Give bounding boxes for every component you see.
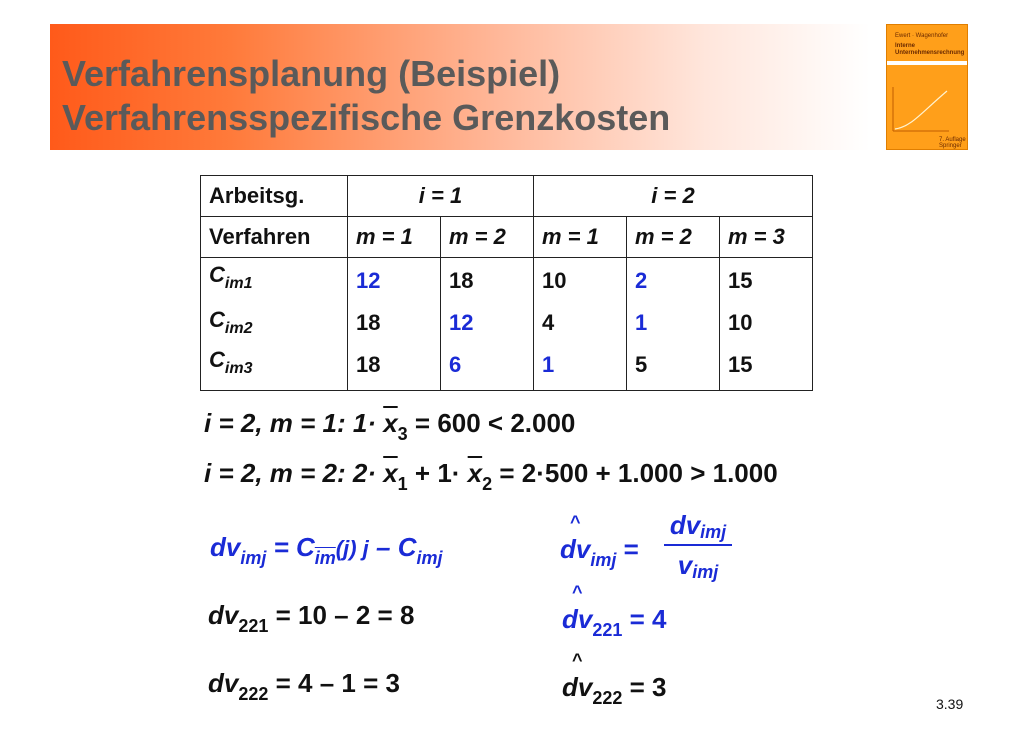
page-number: 3.39	[936, 696, 964, 712]
method-cell: m = 2	[627, 217, 720, 258]
slide-title	[62, 52, 670, 140]
values-col-4	[627, 258, 720, 391]
value-cell: 5	[635, 352, 648, 377]
hat-symbol: ^	[572, 582, 583, 602]
dv-hat-222-equation: $dv_{222} = 3$	[562, 672, 667, 708]
value-cell: 18	[356, 310, 381, 335]
dv-hat-fraction	[660, 508, 736, 582]
table-method-row	[201, 217, 813, 258]
book-edition: 7. Auflage	[939, 137, 966, 143]
hat-symbol: ^	[572, 650, 583, 670]
header-arbeitsgang: Arbeitsg.	[201, 176, 348, 217]
method-cell: m = 3	[720, 217, 813, 258]
book-graph-icon	[891, 83, 951, 133]
book-publisher: Springer	[939, 143, 962, 149]
value-cell: 18	[449, 268, 474, 293]
value-cell: 10	[728, 310, 753, 335]
values-col-3	[534, 258, 627, 391]
values-col-2	[441, 258, 534, 391]
row-label-cim3: $C_{im3}$	[209, 347, 253, 377]
book-title-1: Interne	[895, 43, 916, 49]
cost-table	[200, 175, 813, 391]
row-label-cim1: $C_{im1}$	[209, 262, 253, 292]
title-line-1: Verfahrensplanung (Beispiel)	[62, 53, 561, 94]
table-cost-row	[201, 258, 813, 391]
fraction-bar	[664, 544, 732, 546]
value-cell: 10	[542, 268, 567, 293]
method-cell: m = 2	[441, 217, 534, 258]
dv-hat-221-equation: $dv_{221} = 4$	[562, 604, 667, 640]
dv222-equation: $dv_{222} = 4 - 1 = 3$	[208, 668, 400, 704]
book-authors: Ewert · Wagenhofer	[895, 33, 949, 39]
value-cell: 1	[542, 352, 555, 377]
value-cell: 15	[728, 268, 753, 293]
title-line-2: Verfahrensspezifische Grenzkosten	[62, 97, 671, 138]
header-verfahren: Verfahren	[201, 217, 348, 258]
value-cell: 6	[449, 352, 462, 377]
table-header-row	[201, 176, 813, 217]
hat-symbol: ^	[570, 512, 581, 532]
value-cell: 2	[635, 268, 648, 293]
fraction-numerator: $dv_{imj}$	[669, 510, 727, 542]
value-cell: 12	[356, 268, 381, 293]
fraction-denominator: $v_{imj}$	[677, 550, 719, 582]
dv-definition: $dv_{imj} = C_{\overline{im}}(j)$ j – $C_{imj}$	[210, 532, 443, 568]
equation-i2-m2: i = 2, m = 2: $2\cdot \overline{x}_1 + 1\cdot \overline{x}_2 = 2\cdot 500 + 1.000 > 1.000$	[204, 458, 778, 494]
method-cell: m = 1	[348, 217, 441, 258]
method-cell: m = 1	[534, 217, 627, 258]
row-labels-cell	[201, 258, 348, 391]
book-stripe	[887, 61, 967, 65]
dv-hat-definition: $dv_{imj}$ =	[560, 534, 639, 570]
book-title-2: Unternehmensrechnung	[895, 50, 965, 56]
value-cell: 18	[356, 352, 381, 377]
value-cell: 4	[542, 310, 555, 335]
equation-i2-m1: i = 2, m = 1: $1\cdot \overline{x}_3 = 600 < 2.000$	[204, 408, 576, 444]
values-col-1	[348, 258, 441, 391]
header-i1: i = 1	[348, 176, 534, 217]
row-label-cim2: $C_{im2}$	[209, 307, 253, 337]
dv221-equation: $dv_{221} = 10 - 2 = 8$	[208, 600, 415, 636]
value-cell: 1	[635, 310, 648, 335]
values-col-5	[720, 258, 813, 391]
value-cell: 15	[728, 352, 753, 377]
header-i2: i = 2	[534, 176, 813, 217]
value-cell: 12	[449, 310, 474, 335]
book-cover-image	[886, 24, 968, 150]
